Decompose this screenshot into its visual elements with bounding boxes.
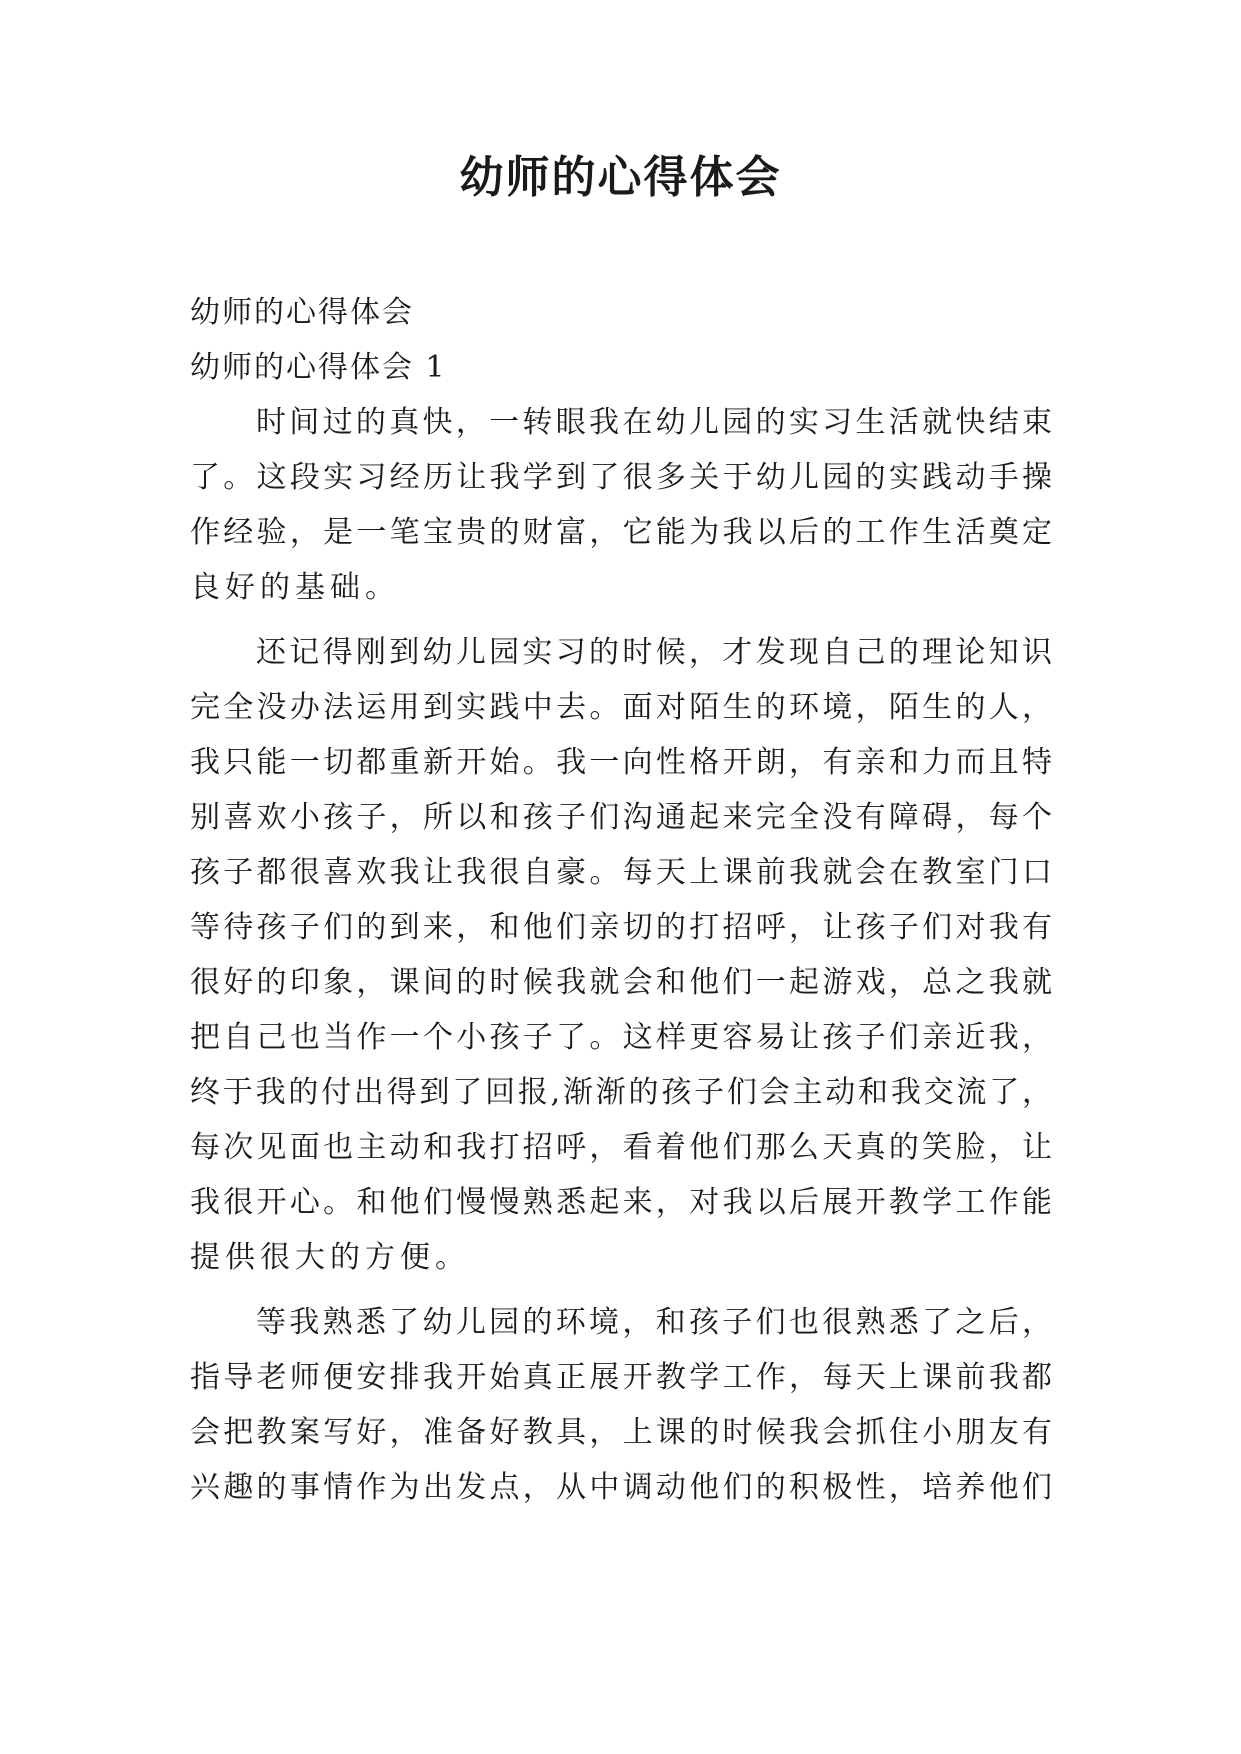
paragraph-line: 会把教案写好，准备好教具，上课的时候我会抓住小朋友有 xyxy=(190,1415,1052,1450)
document-title: 幼师的心得体会 xyxy=(459,152,782,203)
section-heading: 幼师的心得体会 xyxy=(190,295,414,330)
section-subheading: 幼师的心得体会 1 xyxy=(190,350,447,385)
paragraph-line: 了。这段实习经历让我学到了很多关于幼儿园的实践动手操 xyxy=(190,460,1052,495)
paragraph-line: 我只能一切都重新开始。我一向性格开朗，有亲和力而且特 xyxy=(190,745,1052,780)
paragraph-line: 终于我的付出得到了回报,渐渐的孩子们会主动和我交流了， xyxy=(190,1075,1052,1110)
paragraph-line: 别喜欢小孩子，所以和孩子们沟通起来完全没有障碍，每个 xyxy=(190,800,1052,835)
paragraph-line: 每次见面也主动和我打招呼，看着他们那么天真的笑脸，让 xyxy=(190,1130,1052,1165)
paragraph-1 xyxy=(190,395,1052,615)
paragraph-line: 提供很大的方便。 xyxy=(190,1240,470,1275)
paragraph-line: 等待孩子们的到来，和他们亲切的打招呼，让孩子们对我有 xyxy=(190,910,1052,945)
paragraph-line: 把自己也当作一个小孩子了。这样更容易让孩子们亲近我， xyxy=(190,1020,1052,1055)
paragraph-2 xyxy=(190,625,1052,1285)
paragraph-3 xyxy=(190,1295,1052,1515)
paragraph-line: 等我熟悉了幼儿园的环境，和孩子们也很熟悉了之后， xyxy=(256,1305,1052,1340)
paragraph-line: 良好的基础。 xyxy=(190,570,400,605)
paragraph-line: 时间过的真快，一转眼我在幼儿园的实习生活就快结束 xyxy=(256,405,1052,440)
paragraph-line: 兴趣的事情作为出发点，从中调动他们的积极性，培养他们 xyxy=(190,1470,1052,1505)
paragraph-line: 作经验，是一笔宝贵的财富，它能为我以后的工作生活奠定 xyxy=(190,515,1052,550)
paragraph-line: 很好的印象，课间的时候我就会和他们一起游戏，总之我就 xyxy=(190,965,1052,1000)
document-body xyxy=(190,285,1052,1525)
paragraph-line: 指导老师便安排我开始真正展开教学工作，每天上课前我都 xyxy=(190,1360,1052,1395)
paragraph-line: 完全没办法运用到实践中去。面对陌生的环境，陌生的人， xyxy=(190,690,1052,725)
paragraph-line: 还记得刚到幼儿园实习的时候，才发现自己的理论知识 xyxy=(256,635,1052,670)
paragraph-line: 孩子都很喜欢我让我很自豪。每天上课前我就会在教室门口 xyxy=(190,855,1052,890)
paragraph-line: 我很开心。和他们慢慢熟悉起来，对我以后展开教学工作能 xyxy=(190,1185,1052,1220)
